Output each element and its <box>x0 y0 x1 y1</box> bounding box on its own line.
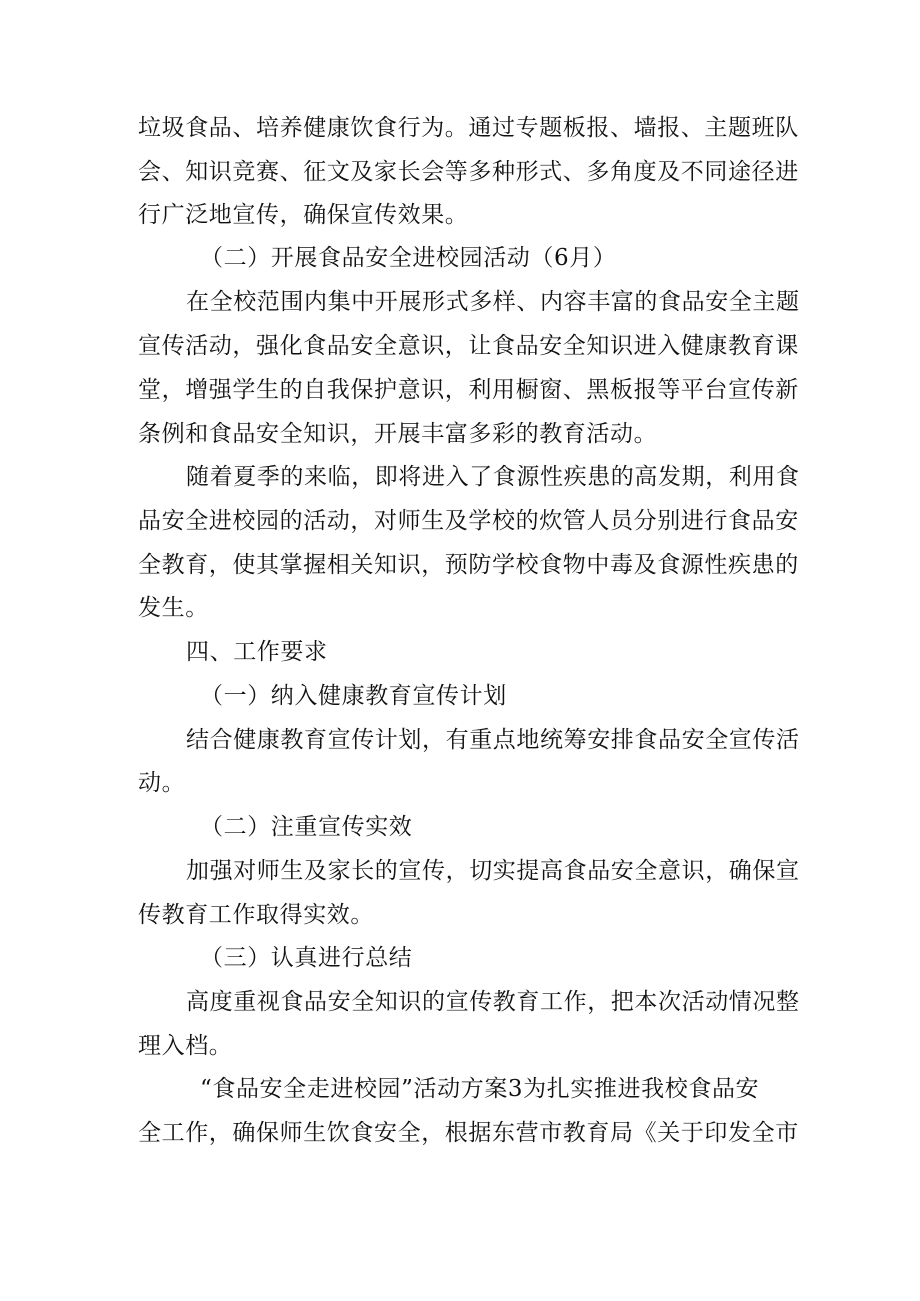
body-text-line: 堂，增强学生的自我保护意识，利用橱窗、黑板报等平台宣传新 <box>138 377 799 403</box>
section-heading: 四、工作要求 <box>186 639 328 665</box>
subsection-heading: （一）纳入健康教育宣传计划 <box>200 683 507 709</box>
body-text-line: 宣传活动，强化食品安全意识，让食品安全知识进入健康教育课 <box>138 333 799 359</box>
body-text-line: 全教育，使其掌握相关知识，预防学校食物中毒及食源性疾患的 <box>138 552 799 578</box>
body-text-line: 在全校范围内集中开展形式多样、内容丰富的食品安全主题 <box>186 289 800 315</box>
subsection-heading: （三）认真进行总结 <box>200 945 413 971</box>
subsection-heading: （二）开展食品安全进校园活动（6月） <box>200 245 617 271</box>
subsection-heading: （二）注重宣传实效 <box>200 814 413 840</box>
body-text-line: 动。 <box>138 770 186 796</box>
body-text-line: 加强对师生及家长的宣传，切实提高食品安全意识，确保宣 <box>186 858 800 884</box>
body-text-line: 条例和食品安全知识，开展丰富多彩的教育活动。 <box>138 421 658 447</box>
body-text-line: “食品安全走进校园”活动方案3为扎实推进我校食品安 <box>200 1076 760 1102</box>
body-text-line: 品安全进校园的活动，对师生及学校的炊管人员分别进行食品安 <box>138 508 799 534</box>
body-text-line: 发生。 <box>138 595 209 621</box>
body-text-line: 垃圾食品、培养健康饮食行为。通过专题板报、墙报、主题班队 <box>138 115 799 141</box>
body-text-line: 传教育工作取得实效。 <box>138 902 374 928</box>
body-text-line: 结合健康教育宣传计划，有重点地统筹安排食品安全宣传活 <box>186 727 800 753</box>
body-text-line: 行广泛地宣传，确保宣传效果。 <box>138 202 469 228</box>
body-text-line: 随着夏季的来临，即将进入了食源性疾患的高发期，利用食 <box>186 464 800 490</box>
body-text-line: 高度重视食品安全知识的宣传教育工作，把本次活动情况整 <box>186 989 800 1015</box>
body-text-line: 理入档。 <box>138 1033 233 1059</box>
body-text-line: 全工作，确保师生饮食安全，根据东营市教育局《关于印发全市 <box>138 1120 799 1146</box>
body-text-line: 会、知识竞赛、征文及家长会等多种形式、多角度及不同途径进 <box>138 159 799 185</box>
